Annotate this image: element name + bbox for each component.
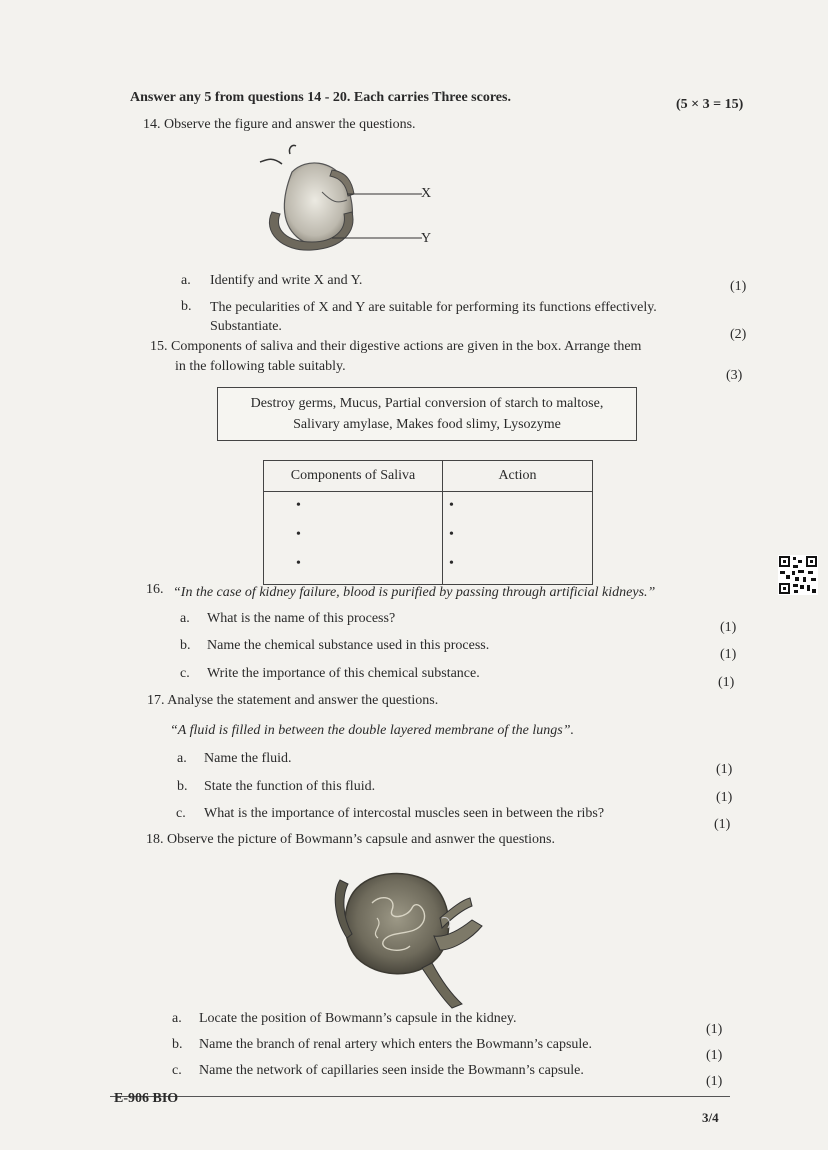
q16-c-mark: (1) <box>718 675 735 690</box>
q16-quote: “In the case of kidney failure, blood is purified by passing through artificial kidneys.” <box>173 585 656 600</box>
q16-c-text: Write the importance of this chemical substance. <box>207 666 480 681</box>
col-components: Components of Saliva <box>264 461 443 492</box>
bullet: • <box>449 498 454 513</box>
section-instruction: Answer any 5 from questions 14 - 20. Each carries Three scores. <box>130 90 511 105</box>
q17-a-letter: a. <box>177 751 187 766</box>
box-line-1: Destroy germs, Mucus, Partial conversion of starch to maltose, <box>250 396 604 411</box>
section-marks: (5 × 3 = 15) <box>676 97 744 112</box>
q14-a-text: Identify and write X and Y. <box>210 273 363 288</box>
q14-b-text-2: Substantiate. <box>210 319 282 334</box>
q18-c-text: Name the network of capillaries seen inside the Bowmann’s capsule. <box>199 1063 584 1078</box>
question-15-line-2: in the following table suitably. <box>175 359 346 374</box>
q17-a-mark: (1) <box>716 762 733 777</box>
alveolus-figure <box>252 142 442 260</box>
q17-b-letter: b. <box>177 779 188 794</box>
q16-b-mark: (1) <box>720 647 737 662</box>
label-y: Y <box>421 231 432 246</box>
q14-a-mark: (1) <box>730 279 747 294</box>
footer-divider <box>110 1096 730 1097</box>
question-17: 17. Analyse the statement and answer the questions. <box>147 693 439 708</box>
bowmanns-capsule-figure <box>322 858 492 1013</box>
q18-b-mark: (1) <box>706 1048 723 1063</box>
bullet: • <box>296 498 301 513</box>
components-cell <box>264 492 443 585</box>
qr-code-icon <box>778 555 818 595</box>
q17-b-text: State the function of this fluid. <box>204 779 376 794</box>
q17-c-mark: (1) <box>714 817 731 832</box>
q17-quote: “A fluid is filled in between the double layered membrane of the lungs”. <box>170 723 575 738</box>
q18-a-text: Locate the position of Bowmann’s capsule in the kidney. <box>199 1011 517 1026</box>
q16-a-mark: (1) <box>720 620 737 635</box>
question-15: 15. Components of saliva and their digestive actions are given in the box. Arrange them <box>150 339 642 354</box>
q16-c-letter: c. <box>180 666 190 681</box>
box-line-2: Salivary amylase, Makes food slimy, Lysozyme <box>293 417 561 432</box>
q18-a-letter: a. <box>172 1011 182 1026</box>
q16-b-letter: b. <box>180 638 191 653</box>
question-18: 18. Observe the picture of Bowmann’s capsule and asnwer the questions. <box>146 832 556 847</box>
saliva-table <box>263 460 593 585</box>
q17-a-text: Name the fluid. <box>204 751 292 766</box>
q18-b-letter: b. <box>172 1037 183 1052</box>
action-cell <box>443 492 593 585</box>
bullet: • <box>449 556 454 571</box>
q17-c-text: What is the importance of intercostal muscles seen in between the ribs? <box>204 806 605 821</box>
bullet: • <box>296 527 301 542</box>
label-x: X <box>421 186 432 201</box>
q16-a-letter: a. <box>180 611 190 626</box>
q16-b-text: Name the chemical substance used in this process. <box>207 638 490 653</box>
q14-a-letter: a. <box>181 273 191 288</box>
q16-number: 16. <box>146 582 164 597</box>
saliva-options-box <box>217 387 637 441</box>
q15-mark: (3) <box>726 368 743 383</box>
q14-b-letter: b. <box>181 299 192 314</box>
q18-c-letter: c. <box>172 1063 182 1078</box>
page-number: 3/4 <box>702 1110 719 1125</box>
bullet: • <box>296 556 301 571</box>
q18-c-mark: (1) <box>706 1074 723 1089</box>
bullet: • <box>449 527 454 542</box>
q18-a-mark: (1) <box>706 1022 723 1037</box>
q16-a-text: What is the name of this process? <box>207 611 396 626</box>
footer-code: E-906 BIO <box>114 1091 179 1106</box>
col-action: Action <box>443 461 593 492</box>
q17-c-letter: c. <box>176 806 186 821</box>
question-14: 14. Observe the figure and answer the questions. <box>143 117 416 132</box>
q17-b-mark: (1) <box>716 790 733 805</box>
q18-b-text: Name the branch of renal artery which enters the Bowmann’s capsule. <box>199 1037 593 1052</box>
q14-b-text: The pecularities of X and Y are suitable for performing its functions effectively. <box>210 300 657 315</box>
q14-b-mark: (2) <box>730 327 747 342</box>
